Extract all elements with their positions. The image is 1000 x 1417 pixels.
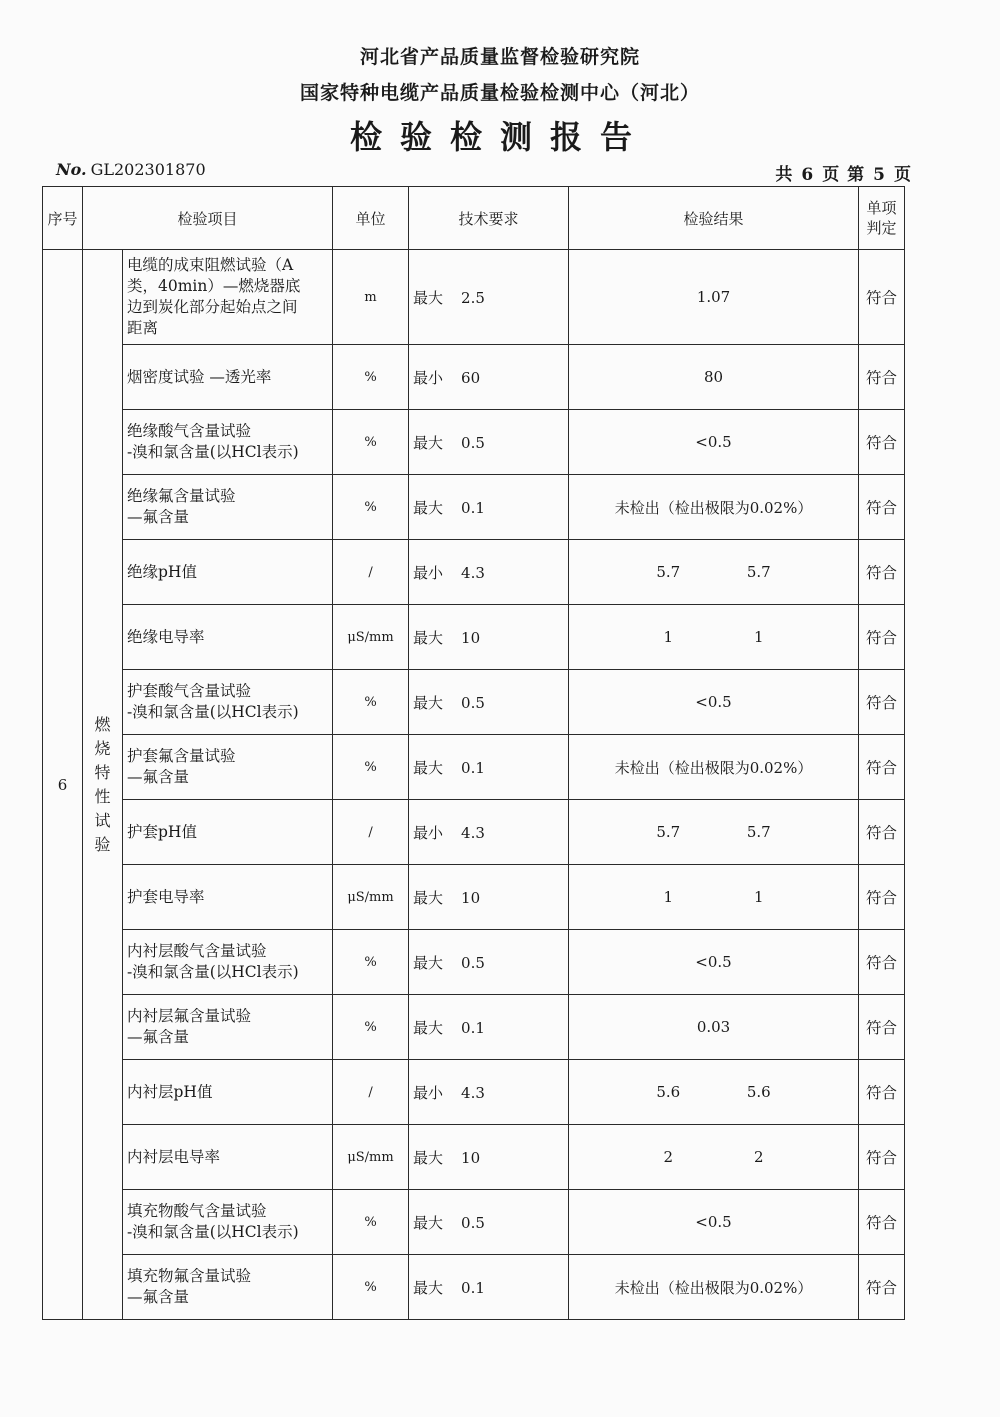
test-item-line: -溴和氯含量(以HCl表示) [127,443,299,461]
test-item-cell [123,995,333,1060]
result-cell: <0.5 [569,1190,859,1255]
requirement-value: 0.5 [461,1213,485,1232]
requirement-value: 10 [461,888,481,907]
unit-cell: % [333,735,409,800]
table-row [43,995,905,1060]
requirement-cell [409,250,569,345]
test-item-line: 绝缘酸气含量试验 [127,422,252,440]
unit-cell: μS/mm [333,605,409,670]
unit-cell: % [333,1255,409,1320]
unit-cell: % [333,995,409,1060]
unit-cell: % [333,930,409,995]
judgement-cell: 符合 [859,995,905,1060]
test-item-line: -溴和氯含量(以HCl表示) [127,1223,299,1241]
requirement-value: 0.5 [461,433,485,452]
test-item-line: 护套氟含量试验 [127,747,236,765]
table-row [43,1060,905,1125]
table-row [43,410,905,475]
page-info [771,160,916,185]
requirement-type: 最大 [413,498,444,517]
unit-cell: μS/mm [333,1125,409,1190]
test-item-line: 绝缘pH值 [127,562,197,581]
group-label-line: 燃烧 [94,714,111,758]
requirement-type: 最大 [413,758,444,777]
seq-cell: 6 [43,250,83,1320]
requirement-type: 最大 [413,888,444,907]
judgement-cell: 符合 [859,930,905,995]
unit-cell: / [333,540,409,605]
requirement-type: 最小 [413,563,444,582]
test-item-line: —氟含量 [127,508,190,526]
result-value: 2 [753,1148,764,1166]
test-item-line: 绝缘电导率 [127,627,205,646]
requirement-cell [409,410,569,475]
result-cell [569,865,859,930]
result-cell: <0.5 [569,670,859,735]
judgement-cell: 符合 [859,345,905,410]
requirement-type: 最大 [413,288,444,307]
judgement-cell: 符合 [859,735,905,800]
unit-cell: / [333,1060,409,1125]
test-item-line: —氟含量 [127,1028,190,1046]
requirement-type: 最大 [413,1278,444,1297]
requirement-type: 最大 [413,1148,444,1167]
requirement-value: 0.1 [461,498,485,517]
requirement-value: 4.3 [461,563,485,582]
col-unit-header: 单位 [333,187,409,250]
table-row [43,250,905,345]
unit-cell: % [333,1190,409,1255]
test-item-cell [123,865,333,930]
result-cell: 未检出（检出极限为0.02%） [569,735,859,800]
col-requirement-header: 技术要求 [409,187,569,250]
requirement-value: 0.1 [461,1018,485,1037]
table-row [43,670,905,735]
result-value: 5.7 [746,563,771,581]
test-item-cell [123,410,333,475]
requirement-type: 最小 [413,1083,444,1102]
requirement-cell [409,930,569,995]
requirement-type: 最大 [413,953,444,972]
test-item-cell [123,605,333,670]
result-cell: 0.03 [569,995,859,1060]
requirement-value: 10 [461,1148,481,1167]
test-item-cell [123,735,333,800]
judgement-cell: 符合 [859,670,905,735]
table-row [43,475,905,540]
test-item-line: 护套酸气含量试验 [127,682,252,700]
table-row [43,540,905,605]
test-item-cell [123,1255,333,1320]
group-label-line: 试验 [94,810,111,854]
judgement-cell: 符合 [859,1190,905,1255]
test-item-line: 烟密度试验 —透光率 [127,367,272,386]
report-number-value: GL202301870 [90,160,206,179]
unit-cell: μS/mm [333,865,409,930]
unit-cell: % [333,670,409,735]
result-cell: <0.5 [569,930,859,995]
requirement-cell [409,865,569,930]
requirement-type: 最小 [413,823,444,842]
requirement-type: 最大 [413,628,444,647]
requirement-value: 0.5 [461,693,485,712]
unit-cell: / [333,800,409,865]
unit-cell: % [333,475,409,540]
requirement-cell [409,540,569,605]
test-item-line: -溴和氯含量(以HCl表示) [127,703,299,721]
test-item-cell [123,345,333,410]
requirement-type: 最大 [413,693,444,712]
result-value: 5.7 [656,823,681,841]
result-cell [569,605,859,670]
result-value: 1 [663,628,674,646]
col-judge-header-line1: 单项 [866,199,897,217]
judgement-cell: 符合 [859,410,905,475]
test-item-line: 边到炭化部分起始点之间 [127,298,298,316]
test-item-line: 内衬层酸气含量试验 [127,942,267,960]
test-item-line: 类，40min）—燃烧器底 [127,277,301,295]
requirement-cell [409,1060,569,1125]
test-item-line: 护套pH值 [127,822,197,841]
table-row [43,1255,905,1320]
judgement-cell: 符合 [859,1060,905,1125]
report-number-prefix: No. [56,160,87,179]
test-item-line: 内衬层氟含量试验 [127,1007,252,1025]
requirement-type: 最大 [413,1213,444,1232]
result-cell: 1.07 [569,250,859,345]
judgement-cell: 符合 [859,1125,905,1190]
test-item-cell [123,1060,333,1125]
table-header-row [43,187,905,250]
requirement-cell [409,735,569,800]
requirement-cell [409,345,569,410]
requirement-value: 0.5 [461,953,485,972]
test-item-line: —氟含量 [127,1288,190,1306]
test-item-cell [123,930,333,995]
unit-cell: m [333,250,409,345]
judgement-cell: 符合 [859,540,905,605]
requirement-value: 2.5 [461,288,485,307]
group-label-line: 特性 [94,762,111,806]
unit-cell: % [333,410,409,475]
org-name: 河北省产品质量监督检验研究院 [359,46,640,68]
result-cell [569,1060,859,1125]
requirement-cell [409,995,569,1060]
result-cell: 未检出（检出极限为0.02%） [569,1255,859,1320]
results-table [42,186,905,1320]
requirement-cell [409,1255,569,1320]
test-item-cell [123,250,333,345]
unit-cell: % [333,345,409,410]
requirement-cell [409,1190,569,1255]
total-pages-label: 共 [775,165,794,185]
table-row [43,345,905,410]
table-row [43,865,905,930]
col-item-header: 检验项目 [83,187,333,250]
result-cell: <0.5 [569,410,859,475]
group-cell [83,250,123,1320]
test-item-line: 绝缘氟含量试验 [127,487,236,505]
requirement-value: 0.1 [461,1278,485,1297]
test-item-line: -溴和氯含量(以HCl表示) [127,963,299,981]
requirement-cell [409,475,569,540]
current-page: 5 [873,165,886,185]
report-number [56,160,206,179]
judgement-cell: 符合 [859,800,905,865]
result-cell [569,540,859,605]
test-item-line: 内衬层电导率 [127,1147,221,1166]
requirement-value: 60 [461,368,481,387]
table-row [43,800,905,865]
result-value: 2 [663,1148,674,1166]
test-item-cell [123,475,333,540]
requirement-cell [409,670,569,735]
result-value: 1 [663,888,674,906]
page-label: 页 第 [822,165,866,185]
page-suffix: 页 [894,165,912,185]
test-item-line: 距离 [127,319,159,337]
test-item-cell [123,670,333,735]
requirement-value: 4.3 [461,1083,485,1102]
col-judge-header-line2: 判定 [866,219,897,237]
result-value: 1 [753,888,764,906]
results-body [43,250,905,1320]
requirement-value: 10 [461,628,481,647]
test-item-cell [123,1190,333,1255]
report-title: 检验检测报告 [349,118,650,156]
test-item-line: 填充物氟含量试验 [127,1267,252,1285]
result-value: 5.7 [656,563,681,581]
test-item-line: —氟含量 [127,768,190,786]
test-item-cell [123,540,333,605]
result-value: 5.6 [656,1083,681,1101]
table-row [43,1190,905,1255]
result-value: 5.7 [746,823,771,841]
col-result-header: 检验结果 [569,187,859,250]
table-row [43,735,905,800]
requirement-type: 最大 [413,433,444,452]
result-cell [569,1125,859,1190]
test-item-line: 电缆的成束阻燃试验（A [127,256,294,274]
result-value: 5.6 [746,1083,771,1101]
requirement-cell [409,800,569,865]
result-cell: 80 [569,345,859,410]
table-row [43,1125,905,1190]
table-row [43,930,905,995]
judgement-cell: 符合 [859,250,905,345]
judgement-cell: 符合 [859,865,905,930]
requirement-type: 最大 [413,1018,444,1037]
test-item-line: 填充物酸气含量试验 [127,1202,267,1220]
requirement-value: 0.1 [461,758,485,777]
total-pages: 6 [801,165,815,185]
col-judge-header [859,187,905,250]
judgement-cell: 符合 [859,475,905,540]
result-value: 1 [753,628,764,646]
test-item-line: 护套电导率 [127,887,205,906]
result-cell [569,800,859,865]
judgement-cell: 符合 [859,605,905,670]
test-item-line: 内衬层pH值 [127,1082,213,1101]
requirement-type: 最小 [413,368,444,387]
judgement-cell: 符合 [859,1255,905,1320]
col-seq-header: 序号 [43,187,83,250]
table-row [43,605,905,670]
requirement-cell [409,1125,569,1190]
result-cell: 未检出（检出极限为0.02%） [569,475,859,540]
test-item-cell [123,1125,333,1190]
requirement-value: 4.3 [461,823,485,842]
center-name: 国家特种电缆产品质量检验检测中心（河北） [299,82,700,104]
requirement-cell [409,605,569,670]
test-item-cell [123,800,333,865]
